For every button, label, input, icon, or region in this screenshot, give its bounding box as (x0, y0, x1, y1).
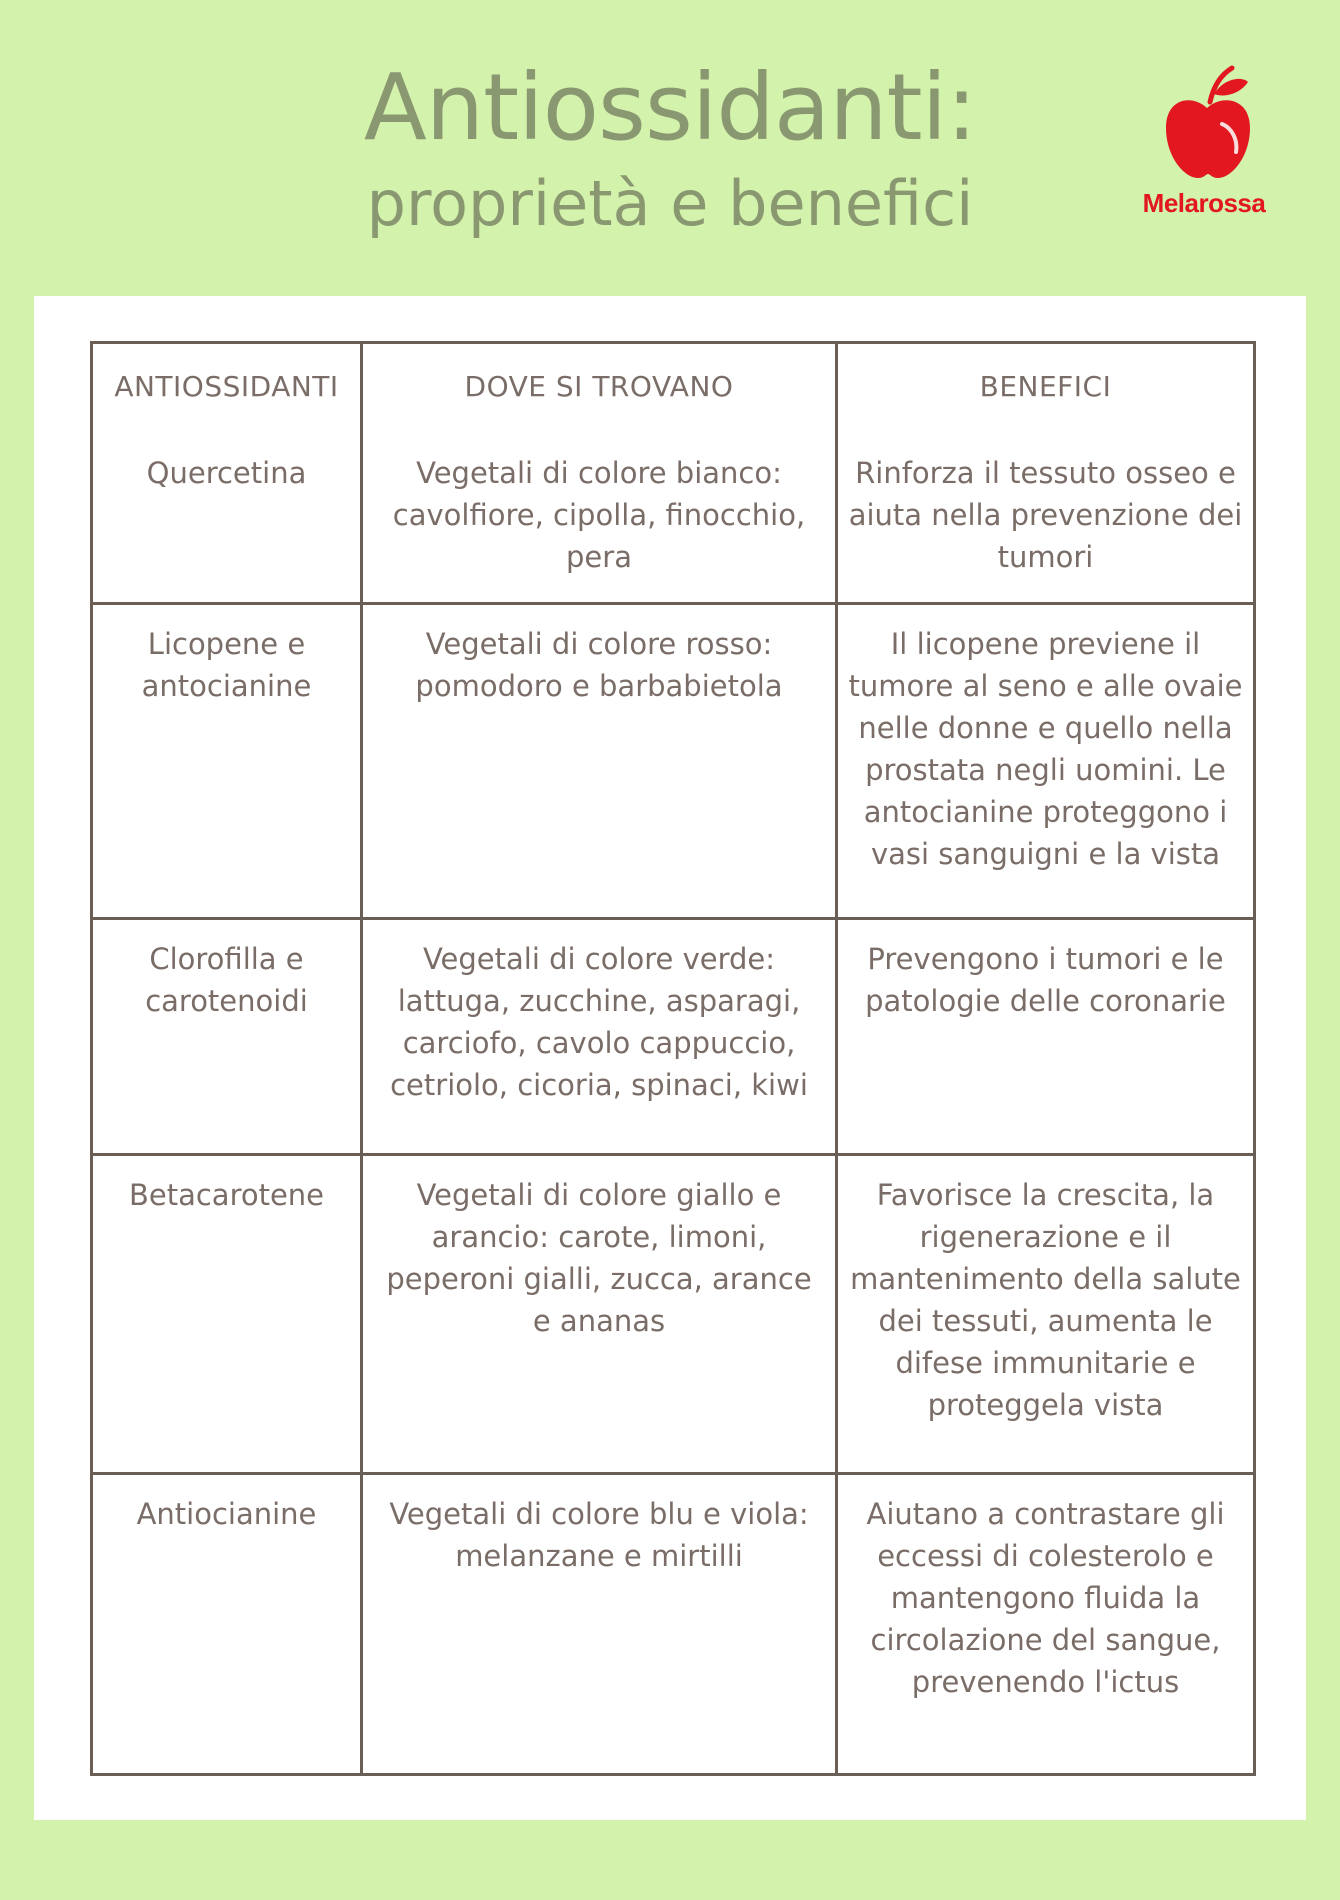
page-subtitle: proprietà e benefici (366, 167, 974, 240)
antioxidant-source: Vegetali di colore blu e viola: melanzane e mirtilli (389, 1497, 809, 1573)
antioxidant-benefit: Favorisce la crescita, la rigenerazione e il mantenimento della salute dei tessuti, aumenta le difese immunitarie e proteggela vista (850, 1178, 1241, 1422)
antioxidants-table (90, 341, 1256, 1776)
table-row (92, 343, 1255, 604)
table-cell (837, 1474, 1255, 1775)
page-title: Antiossidanti: (363, 54, 977, 161)
antioxidant-name: Quercetina (146, 456, 307, 490)
table-row (92, 1155, 1255, 1474)
column-header-benefits: BENEFICI (979, 370, 1112, 403)
melarossa-logo[interactable] (1134, 64, 1274, 224)
antioxidant-benefit: Il licopene previene il tumore al seno e alle ovaie nelle donne e quello nella prostata negli uomini. Le antocianine proteggono i vasi sanguigni e la vista (848, 627, 1243, 871)
column-header-sources: DOVE SI TROVANO (464, 370, 734, 403)
antioxidant-name: Licopene e antocianine (141, 627, 312, 703)
table-cell (837, 919, 1255, 1155)
table-row (92, 1474, 1255, 1775)
table-cell (362, 1155, 837, 1474)
header (0, 0, 1340, 296)
antioxidant-source: Vegetali di colore giallo e arancio: carote, limoni, peperoni gialli, zucca, arance e ananas (386, 1178, 812, 1338)
table-cell (362, 919, 837, 1155)
table-cell (837, 343, 1255, 604)
logo-wordmark: Melarossa (1142, 188, 1266, 218)
apple-icon (1162, 64, 1252, 184)
table-cell (92, 1155, 362, 1474)
content-card (34, 296, 1306, 1820)
antioxidant-benefit: Prevengono i tumori e le patologie delle coronarie (865, 942, 1226, 1018)
antioxidant-benefit: Rinforza il tessuto osseo e aiuta nella prevenzione dei tumori (848, 456, 1243, 574)
table-row (92, 919, 1255, 1155)
table-cell (92, 604, 362, 919)
antioxidant-name: Clorofilla e carotenoidi (145, 942, 308, 1018)
table-cell (837, 604, 1255, 919)
table-row (92, 604, 1255, 919)
antioxidant-name: Betacarotene (128, 1178, 325, 1212)
column-header-antioxidants: ANTIOSSIDANTI (114, 370, 339, 403)
table-cell (362, 604, 837, 919)
antioxidant-source: Vegetali di colore bianco: cavolfiore, cipolla, finocchio, pera (392, 456, 806, 574)
antioxidant-source: Vegetali di colore rosso: pomodoro e barbabietola (415, 627, 783, 703)
table-cell (362, 343, 837, 604)
table-cell (837, 1155, 1255, 1474)
table-cell (92, 343, 362, 604)
table-cell (92, 919, 362, 1155)
antioxidant-source: Vegetali di colore verde: lattuga, zucchine, asparagi, carciofo, cavolo cappuccio, cetriolo, cicoria, spinaci, kiwi (390, 942, 808, 1102)
antioxidant-benefit: Aiutano a contrastare gli eccessi di colesterolo e mantengono fluida la circolazione del sangue, prevenendo l'ictus (866, 1497, 1225, 1699)
table-cell (92, 1474, 362, 1775)
table-cell (362, 1474, 837, 1775)
antioxidant-name: Antiocianine (136, 1497, 317, 1531)
